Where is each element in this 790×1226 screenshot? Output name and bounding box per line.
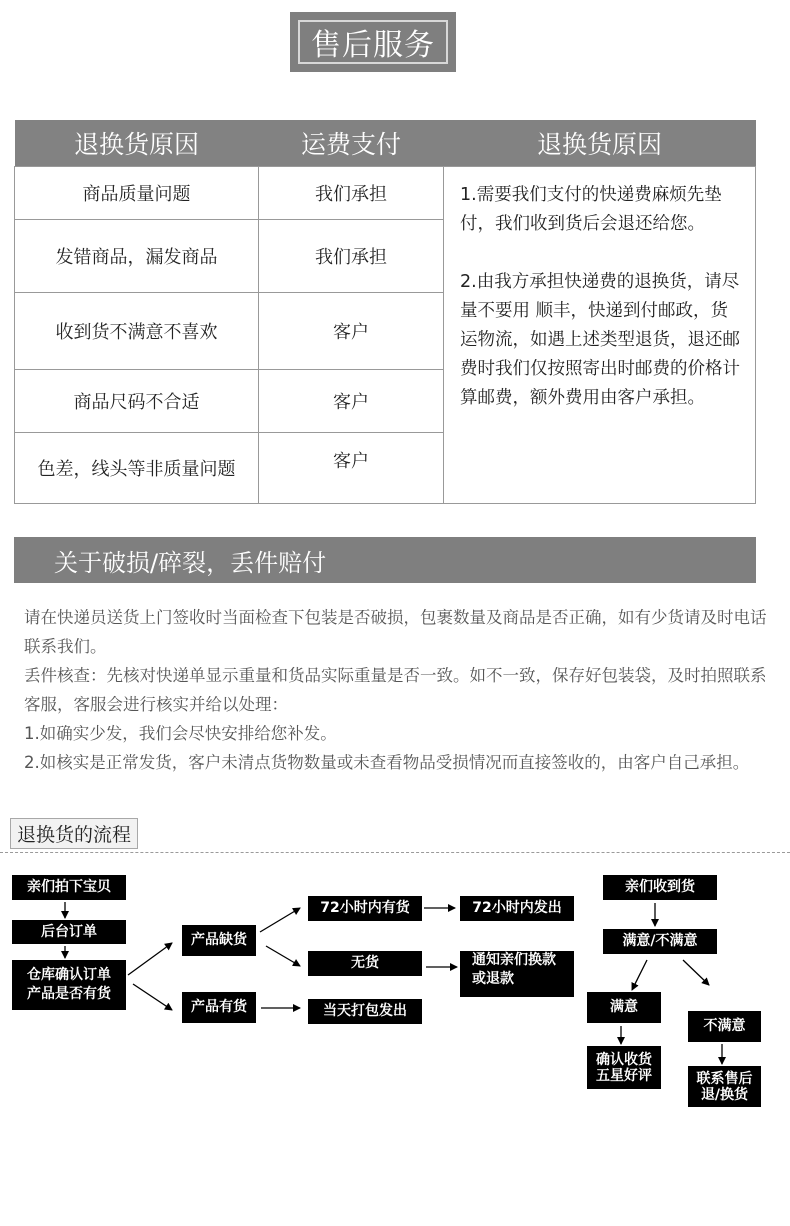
flow-node-notify-refund	[460, 951, 574, 997]
flow-node-line: 产品是否有货	[27, 986, 111, 1002]
flow-node-contact-service	[688, 1066, 761, 1107]
flow-node-received: 亲们收到货	[603, 875, 717, 900]
flow-node-line: 五星好评	[596, 1067, 652, 1084]
paragraph: 丢件核查：先核对快递单显示重量和货品实际重量是否一致。如不一致，保存好包装袋，及时拍照联系客服，客服会进行核实并给以处理：	[24, 666, 767, 714]
flow-node-order-placed: 亲们拍下宝贝	[12, 875, 126, 900]
flow-node-line: 通知亲们换款	[472, 952, 556, 968]
paragraph: 1.如确实少发，我们会尽快安排给您补发。	[24, 724, 337, 743]
flow-section-tab: 退换货的流程	[10, 818, 138, 849]
flow-node-satisfied-or-not: 满意/不满意	[603, 929, 717, 954]
flow-node-line: 联系售后	[696, 1070, 753, 1087]
payer-cell: 我们承担	[259, 220, 444, 293]
flow-node-line: 确认收货	[596, 1051, 652, 1068]
flow-node-not-satisfied: 不满意	[688, 1011, 761, 1042]
flow-node-line: 退/换货	[700, 1086, 749, 1103]
flow-node-stock-72h: 72小时内有货	[308, 896, 422, 921]
paragraph: 2.如核实是正常发货，客户未清点货物数量或未查看物品受损情况而直接签收的，由客户自己承担。	[24, 753, 750, 772]
reason-cell: 商品尺码不合适	[15, 370, 259, 433]
reason-cell: 收到货不满意不喜欢	[15, 293, 259, 370]
payer-cell: 客户	[259, 433, 444, 504]
flow-node-line: 或退款	[472, 971, 514, 987]
reason-cell: 色差，线头等非质量问题	[15, 433, 259, 504]
flow-node-no-stock: 无货	[308, 951, 422, 976]
payer-cell: 我们承担	[259, 167, 444, 220]
flow-node-satisfied: 满意	[587, 992, 661, 1023]
note-2: 2.由我方承担快递费的退换货，请尽量不要用 顺丰，快递到付邮政，货运物流，如遇上述类型退货，退还邮费时我们仅按照寄出时邮费的价格计算邮费，额外费用由客户承担。	[460, 272, 740, 408]
paragraph: 请在快递员送货上门签收时当面检查下包装是否破损，包裹数量及商品是否正确，如有少货请及时电话联系我们。	[24, 608, 767, 656]
flow-node-backend-order: 后台订单	[12, 920, 126, 944]
reason-cell: 商品质量问题	[15, 167, 259, 220]
flow-node-ship-same-day: 当天打包发出	[308, 999, 422, 1024]
damage-section-header: 关于破损/碎裂，丢件赔付	[14, 537, 756, 583]
flow-node-confirm-review	[587, 1046, 661, 1089]
flow-node-warehouse-check	[12, 960, 126, 1010]
reason-cell: 发错商品，漏发商品	[15, 220, 259, 293]
note-1: 1.需要我们支付的快递费麻烦先垫付，我们收到货后会退还给您。	[460, 185, 722, 234]
payer-cell: 客户	[259, 293, 444, 370]
payer-cell: 客户	[259, 370, 444, 433]
column-header-shipping: 运费支付	[259, 120, 444, 167]
flow-node-in-stock: 产品有货	[182, 992, 256, 1023]
column-header-notes: 退换货原因	[444, 120, 756, 167]
page-title: 售后服务	[298, 20, 448, 64]
flow-node-line: 仓库确认订单	[27, 967, 111, 983]
column-header-reason: 退换货原因	[15, 120, 259, 167]
flow-node-out-of-stock: 产品缺货	[182, 925, 256, 956]
flow-node-ship-72h: 72小时内发出	[460, 896, 574, 921]
